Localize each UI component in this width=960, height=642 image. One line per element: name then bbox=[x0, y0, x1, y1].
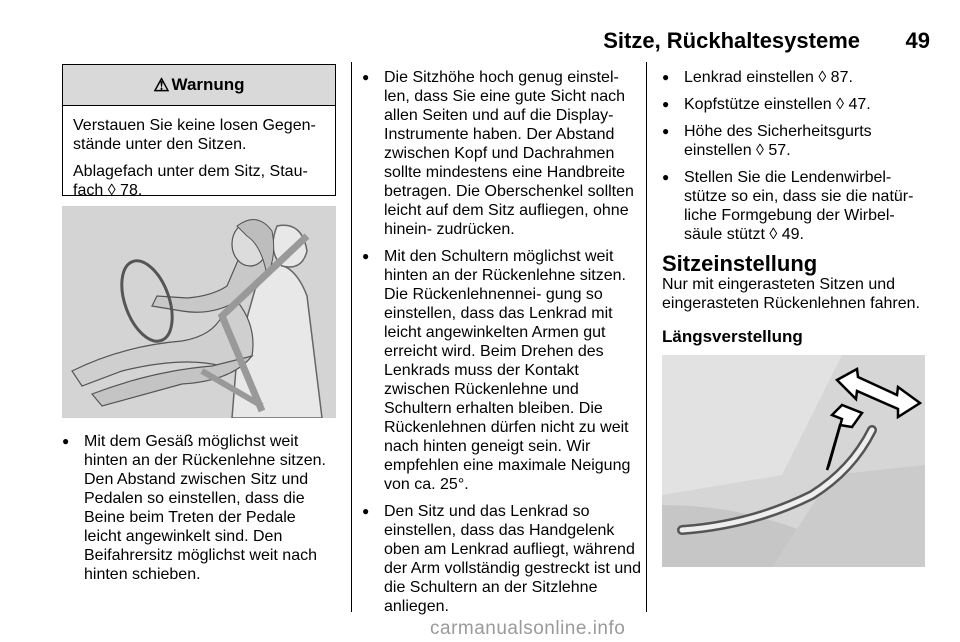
warning-header bbox=[63, 65, 335, 106]
page-header bbox=[603, 28, 930, 56]
seat-adjustment-illustration bbox=[662, 355, 925, 567]
watermark: carmanualsonline.info bbox=[430, 618, 626, 639]
left-column bbox=[62, 432, 337, 592]
running-title: Sitze, Rückhaltesysteme bbox=[603, 28, 860, 53]
section-heading: Sitzeinstellung bbox=[662, 251, 818, 276]
list-item: ● Mit den Schultern möglichst weit hinten an der Rückenlehne sitzen. Die Rückenlehnennei- gung so einstellen, dass das Lenkrad mit leicht angewinkelten Armen gut erreicht wird. Beim Drehen des Lenkrads muss der Kontakt zwischen Rückenlehne und Schultern erhalten bleiben. Die Rückenlehnen dürfen nicht zu weit nach hinten geneigt sein. Wir empfehlen eine maximale Neigung von ca. 25°. bbox=[362, 247, 642, 494]
driver-seating-illustration bbox=[62, 206, 336, 418]
warning-box bbox=[62, 64, 336, 199]
list-item: ● Die Sitzhöhe hoch genug einstel- len, dass Sie eine gute Sicht nach allen Seiten und auf die Display-Instrumente haben. Der Abstand zwischen Kopf und Dachrahmen sollte mindestens eine Handbreite betragen. Die Oberschenkel sollten leicht auf dem Sitz aufliegen, ohne hinein- zudrücken. bbox=[362, 68, 642, 239]
middle-column bbox=[362, 68, 642, 624]
right-bullet-list bbox=[662, 68, 932, 244]
warning-triangle-icon: ⚠ bbox=[153, 74, 170, 95]
list-item: ● Kopfstütze einstellen ◊ 47. bbox=[662, 95, 932, 114]
list-item: ● Höhe des Sicherheitsgurts einstellen ◊ 57. bbox=[662, 122, 932, 160]
warning-body bbox=[63, 106, 335, 200]
column-divider bbox=[646, 62, 647, 612]
seat-lever-icon bbox=[662, 355, 925, 567]
list-item: ● Mit dem Gesäß möglichst weit hinten an der Rückenlehne sitzen. Den Abstand zwischen Sitz und Pedalen so einstellen, dass die Beine beim Treten der Pedale leicht angewinkelt sind. Den Beifahrersitz möglichst weit nach hinten schieben. bbox=[62, 432, 337, 584]
section-text: Nur mit eingerasteten Sitzen und eingerasteten Rückenlehnen fahren. bbox=[662, 276, 920, 312]
right-column bbox=[662, 68, 932, 346]
warning-title: Warnung bbox=[171, 75, 245, 94]
left-bullet-list bbox=[62, 432, 337, 584]
list-item: ● Stellen Sie die Lendenwirbel- stütze so ein, dass sie die natür- liche Formgebung der Wirbel- säule stützt ◊ 49. bbox=[662, 168, 932, 244]
column-divider bbox=[351, 62, 352, 612]
warning-paragraph: Verstauen Sie keine losen Gegen- stände unter den Sitzen. bbox=[73, 117, 316, 153]
subsection-heading: Längsverstellung bbox=[662, 327, 803, 346]
list-item: ● Den Sitz und das Lenkrad so einstellen, dass das Handgelenk oben am Lenkrad aufliegt, während der Arm vollständig gestreckt ist und die Schultern an der Sitzlehne anliegen. bbox=[362, 502, 642, 616]
warning-paragraph: Ablagefach unter dem Sitz, Stau- fach ◊ 78. bbox=[73, 163, 308, 199]
middle-bullet-list bbox=[362, 68, 642, 616]
driver-figure-icon bbox=[62, 206, 336, 418]
list-item: ● Lenkrad einstellen ◊ 87. bbox=[662, 68, 932, 87]
page-number: 49 bbox=[905, 28, 930, 53]
